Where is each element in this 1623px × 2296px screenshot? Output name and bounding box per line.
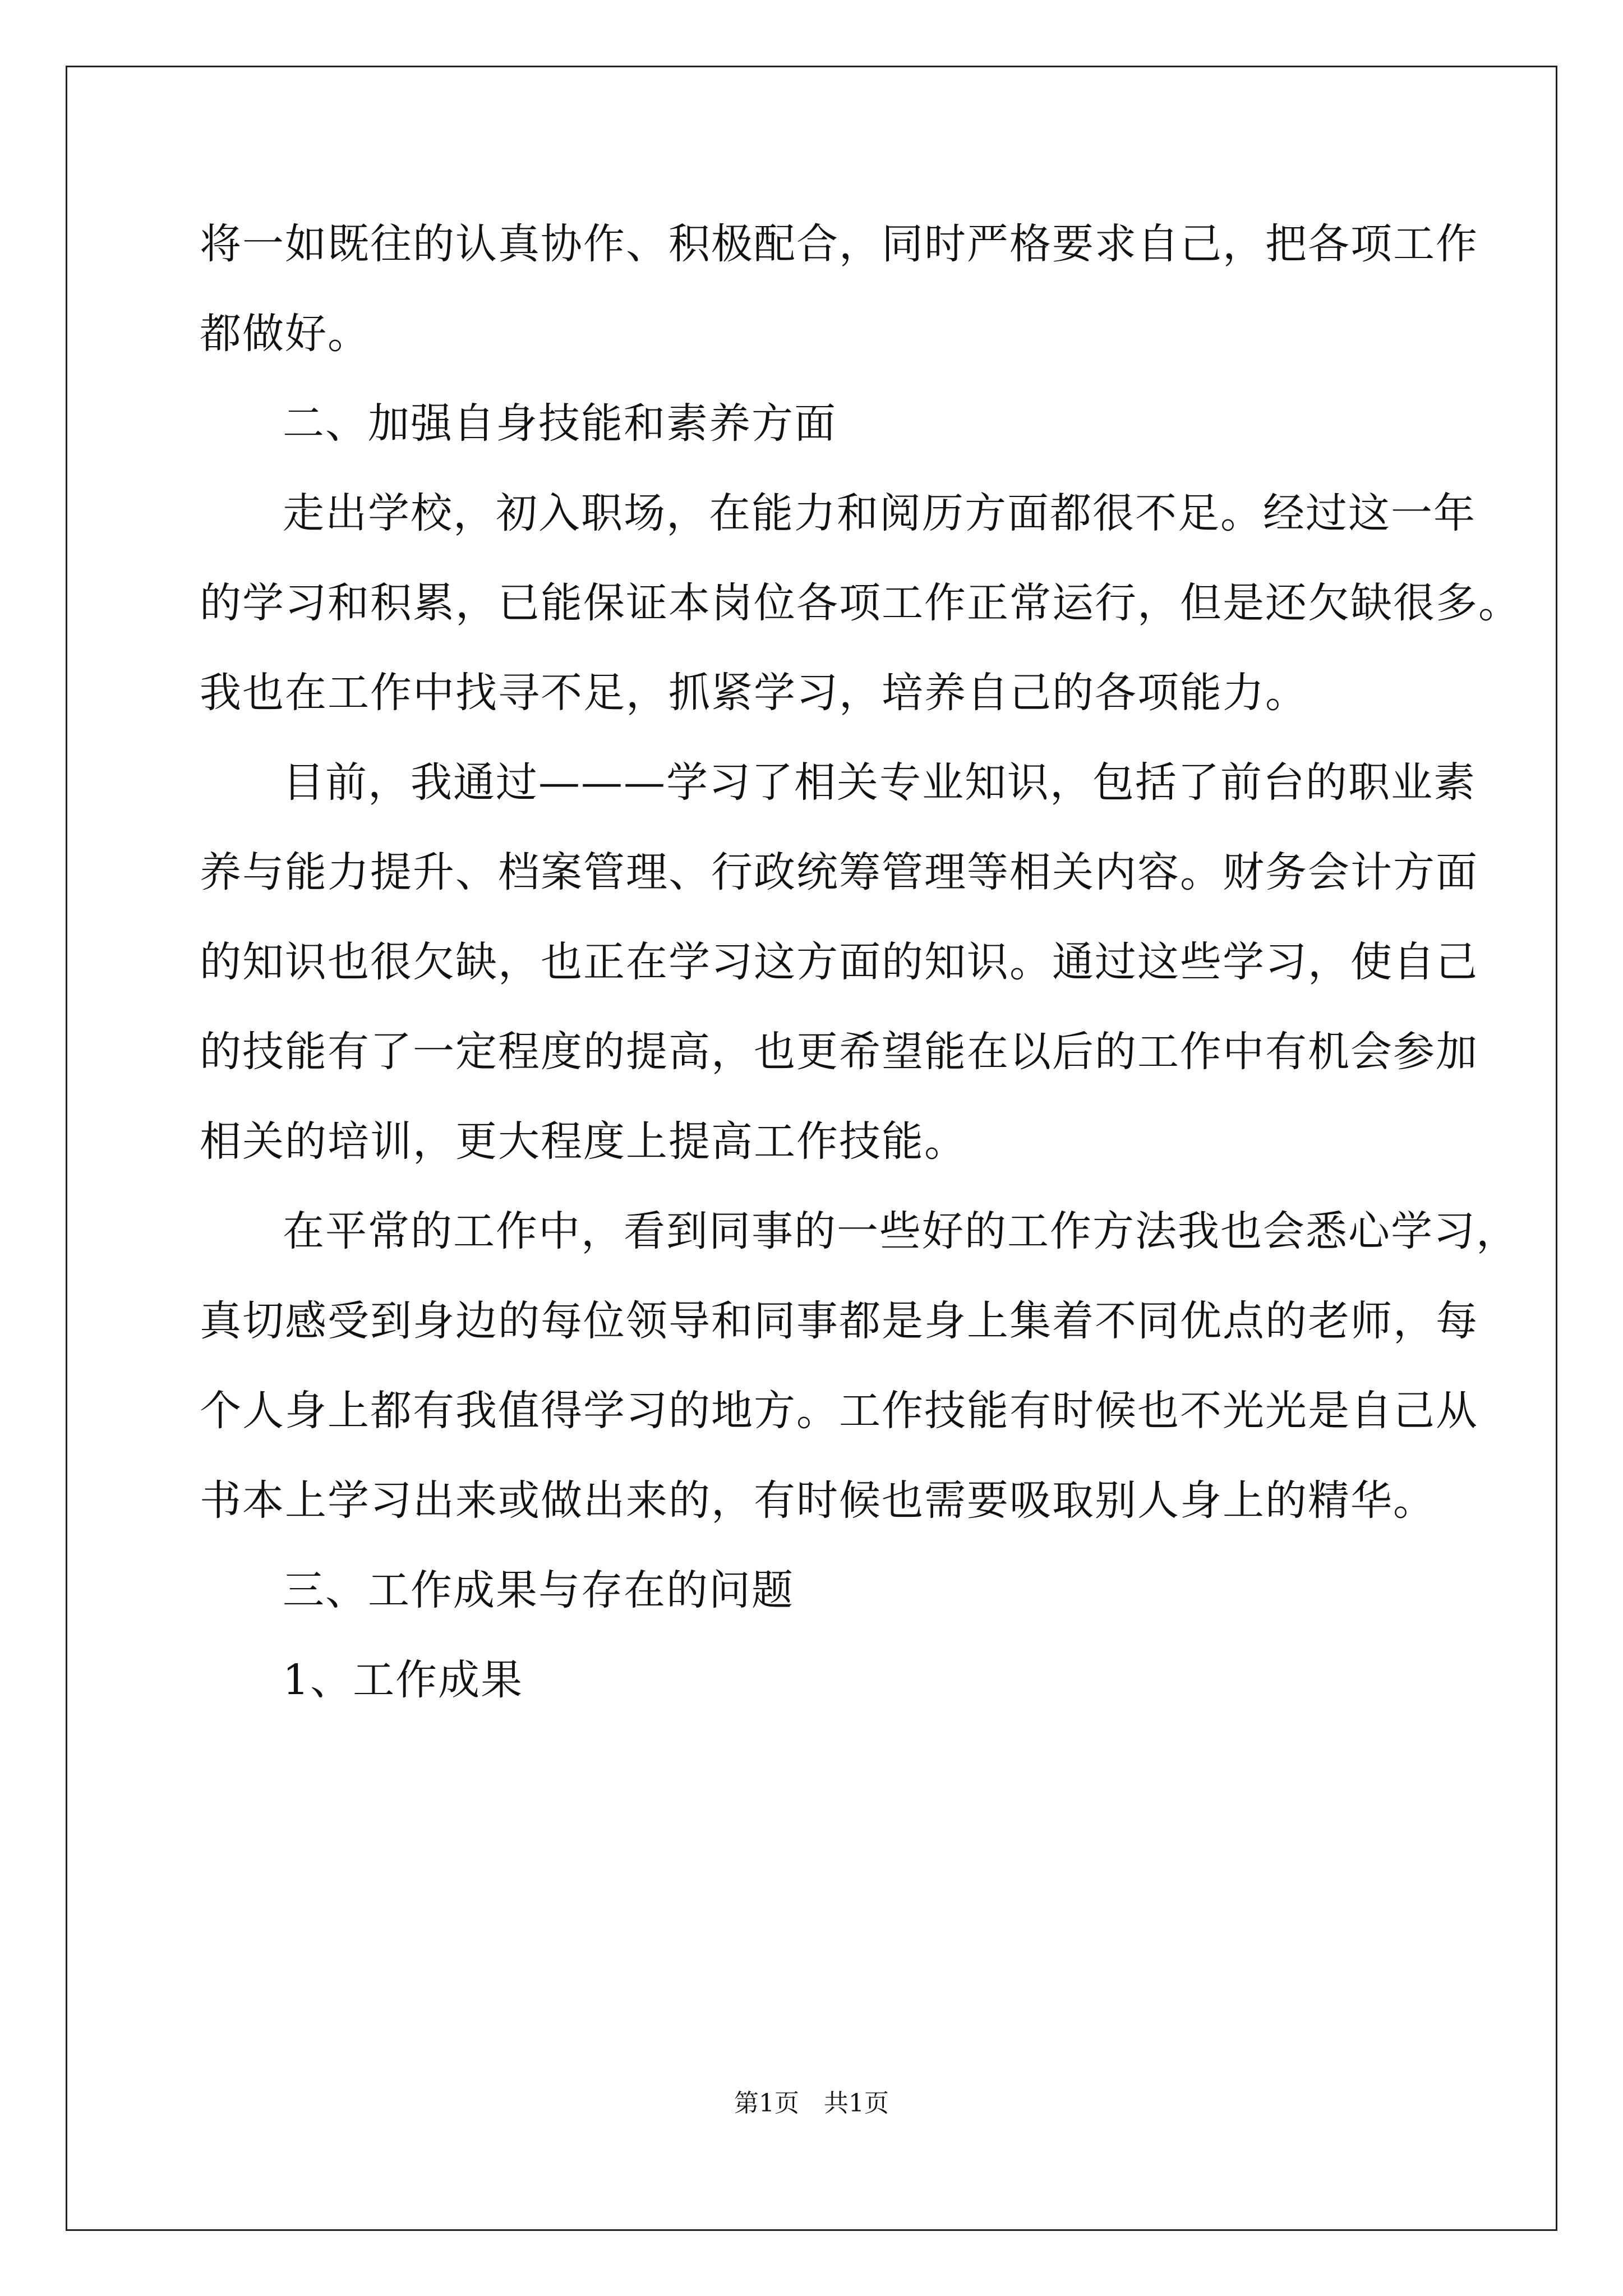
text-line: 的知识也很欠缺，也正在学习这方面的知识。通过这些学习，使自己: [200, 938, 1478, 986]
page-footer: 第1页 共1页: [734, 2089, 889, 2118]
section-heading: 三、工作成果与存在的问题: [283, 1566, 794, 1614]
text-line: 的学习和积累，已能保证本岗位各项工作正常运行，但是还欠缺很多。: [200, 579, 1521, 627]
text-line: 将一如既往的认真协作、积极配合，同时严格要求自己，把各项工作: [200, 220, 1478, 268]
subsection-heading: 1、工作成果: [283, 1656, 524, 1704]
text-line: 在平常的工作中，看到同事的一些好的工作方法我也会悉心学习，: [283, 1207, 1519, 1255]
text-line: 个人身上都有我值得学习的地方。工作技能有时候也不光光是自己从: [200, 1387, 1478, 1435]
text-line: 目前，我通过———学习了相关专业知识，包括了前台的职业素: [283, 758, 1476, 807]
text-line: 我也在工作中找寻不足，抓紧学习，培养自己的各项能力。: [200, 669, 1308, 717]
section-heading: 二、加强自身技能和素养方面: [283, 399, 837, 448]
text-line: 书本上学习出来或做出来的，有时候也需要吸取别人身上的精华。: [200, 1476, 1436, 1525]
text-line: 真切感受到身边的每位领导和同事都是身上集着不同优点的老师，每: [200, 1297, 1478, 1345]
text-line: 相关的培训，更大程度上提高工作技能。: [200, 1117, 967, 1166]
text-line: 的技能有了一定程度的提高，也更希望能在以后的工作中有机会参加: [200, 1028, 1478, 1076]
text-line: 走出学校，初入职场，在能力和阅历方面都很不足。经过这一年: [283, 489, 1476, 537]
text-line: 都做好。: [200, 310, 370, 358]
text-line: 养与能力提升、档案管理、行政统筹管理等相关内容。财务会计方面: [200, 848, 1478, 896]
